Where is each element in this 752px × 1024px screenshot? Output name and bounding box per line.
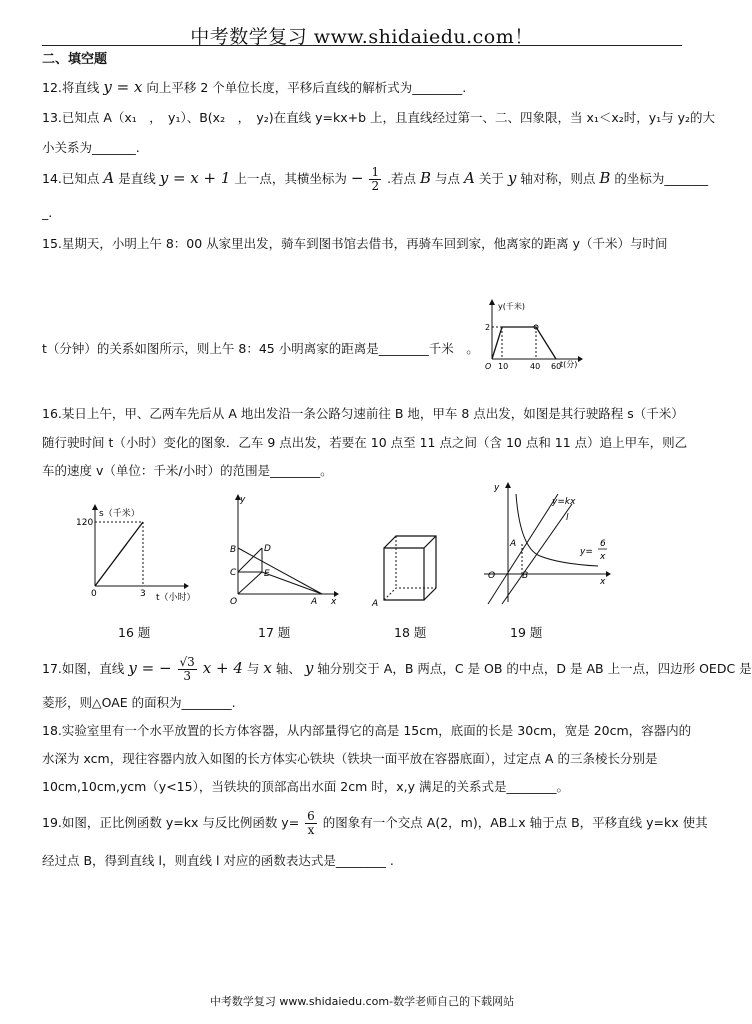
fig16-origin: 0: [91, 589, 97, 599]
q17-text: 轴、: [275, 661, 301, 676]
question-15-line2: t（分钟）的关系如图所示，则上午 8：45 小明离家的距离是________千米 。: [42, 341, 479, 356]
fig19-label: O: [488, 571, 496, 581]
q14-equation: y = x + 1: [159, 169, 231, 187]
question-18-line2: 水深为 xcm，现往容器内放入如图的长方体实心铁块（铁块一面平放在容器底面），过定点 A 的三条棱长分别是: [42, 751, 658, 766]
question-17-line2: 菱形，则△OAE 的面积为________.: [42, 695, 236, 710]
caption-18: 18 题: [394, 625, 427, 640]
fig16-ylabel: s（千米）: [99, 509, 140, 519]
fig17-label: A: [311, 597, 318, 607]
q14-point-b: B: [599, 169, 611, 187]
fig19-label: B: [522, 571, 529, 581]
fig19-label: y=kx: [552, 497, 576, 507]
fig17-label: C: [230, 568, 237, 578]
question-16-line2: 随行驶时间 t（小时）变化的图象．乙车 9 点出发，若要在 10 点至 11 点之间（含 10 点和 11 点）追上甲车，则乙: [42, 435, 688, 450]
fig17-label: B: [230, 545, 237, 555]
q19-text: 的图象有一个交点 A(2，m)，AB⊥x 轴于点 B，平移直线 y=kx 使其: [322, 815, 708, 830]
header-divider: [42, 45, 682, 46]
q14-point-a: A: [103, 169, 115, 187]
figure-19-graph: [480, 480, 620, 610]
fig18-label: A: [372, 599, 379, 609]
q17-x-axis: x: [263, 659, 272, 677]
question-18-line1: 18.实验室里有一个水平放置的长方体容器，从内部量得它的高是 15cm，底面的长是 30cm，宽是 20cm，容器内的: [42, 723, 692, 738]
caption-16: 16 题: [118, 625, 151, 640]
fig17-label: E: [264, 569, 270, 579]
q17-y-axis: y: [304, 659, 314, 677]
q14-text: 是直线: [118, 171, 156, 186]
fig17-label: D: [264, 544, 271, 554]
q14-text: 轴对称，则点: [520, 171, 596, 186]
q19-fraction: $\frac{6}{x}$: [307, 809, 315, 837]
fig19-func-lhs: y=: [580, 547, 593, 557]
page-footer: 中考数学复习 www.shidaiedu.com-数学老师自己的下载网站: [209, 995, 515, 1008]
q12-prefix: 12.将直线: [42, 80, 100, 95]
fig16-xlabel: t（小时）: [156, 593, 196, 603]
page-header: 中考数学复习 www.shidaiedu.com！: [190, 26, 534, 48]
q17-text: 17.如图，直线: [42, 661, 125, 676]
fig15-xlabel: t(分): [560, 360, 578, 369]
q14-y-axis: y: [507, 169, 517, 187]
fig17-label: x: [331, 597, 337, 607]
q17-equation-rhs: x + 4: [202, 659, 243, 677]
fig16-y-tick: 120: [76, 518, 94, 528]
question-17: [42, 655, 752, 683]
question-14: [42, 165, 709, 193]
q19-text: 19.如图，正比例函数 y=kx 与反比例函数 y=: [42, 815, 300, 830]
figure-17-diagram: [226, 490, 344, 608]
q17-text: 与: [246, 661, 260, 676]
caption-19: 19 题: [510, 625, 543, 640]
q14-fraction: $\frac{1}{2}$: [371, 165, 380, 193]
question-19: [42, 809, 708, 837]
question-18-line3: 10cm,10cm,ycm（y<15），当铁块的顶部高出水面 2cm 时，x,y 满足的关系式是________。: [42, 779, 570, 794]
fig15-ylabel: y(千米): [498, 302, 525, 311]
q14-text: 与点: [435, 171, 461, 186]
q12-suffix: 向上平移 2 个单位长度，平移后直线的解析式为________.: [146, 80, 467, 95]
q14-text: 的坐标为_______: [614, 171, 709, 186]
question-16-line1: 16.某日上午，甲、乙两车先后从 A 地出发沿一条公路匀速前往 B 地，甲车 8 点出发，如图是其行驶路程 s（千米）: [42, 406, 684, 421]
question-15-line1: 15.星期天，小明上午 8：00 从家里出发，骑车到图书馆去借书，再骑车回到家，他离家的距离 y（千米）与时间: [42, 236, 668, 251]
fig17-label: y: [240, 495, 246, 505]
fig15-origin: O: [485, 362, 492, 371]
fig15-y-tick: 2: [485, 323, 491, 332]
fig19-func-num: 6: [600, 539, 606, 549]
q17-text: 轴分别交于 A，B 两点，C 是 OB 的中点，D 是 AB 上一点，四边形 OEDC 是: [317, 661, 752, 676]
q14-point-b: B: [420, 169, 432, 187]
fig17-label: O: [230, 597, 238, 607]
fig19-label: x: [600, 577, 606, 587]
figure-16-graph: [76, 500, 196, 604]
question-13-line2: 小关系为_______.: [42, 140, 140, 155]
question-19-line2: 经过点 B，得到直线 l，则直线 l 对应的函数表达式是________ .: [42, 853, 394, 868]
q14-text: 关于: [478, 171, 504, 186]
question-12: [42, 78, 686, 96]
fig15-x-tick: 10: [498, 362, 509, 371]
figure-15-graph: [478, 297, 588, 371]
q14-text: 上一点，其横坐标为: [234, 171, 347, 186]
fig16-x-tick: 3: [140, 589, 146, 599]
question-16-line3: 车的速度 v（单位：千米/小时）的范围是________。: [42, 463, 333, 478]
q14-text: .若点: [387, 171, 417, 186]
q14-text: 14.已知点: [42, 171, 100, 186]
figure-18-box: [370, 520, 450, 610]
q17-fraction: $\frac{√3}{3}$: [179, 655, 195, 683]
question-13-line1: 13.已知点 A（x₁ ， y₁）、B(x₂ ， y₂)在直线 y=kx+b 上，且直线经过第一、二、四象限，当 x₁＜x₂时，y₁与 y₂的大: [42, 110, 716, 125]
fig19-func-den: x: [600, 552, 606, 562]
fig15-x-tick: 60: [551, 362, 562, 371]
fig19-label: A: [510, 539, 517, 549]
q12-equation: y = x: [103, 78, 143, 96]
fig15-x-tick: 40: [530, 362, 541, 371]
q17-equation-lhs: y = −: [128, 659, 172, 677]
q14-point-a: A: [464, 169, 475, 187]
section-title: 二、填空题: [42, 52, 108, 67]
fig19-label: l: [566, 513, 569, 523]
caption-17: 17 题: [258, 625, 291, 640]
fig19-label: y: [494, 483, 500, 493]
q14-minus: −: [350, 169, 364, 187]
question-14-line2: _.: [42, 205, 53, 220]
